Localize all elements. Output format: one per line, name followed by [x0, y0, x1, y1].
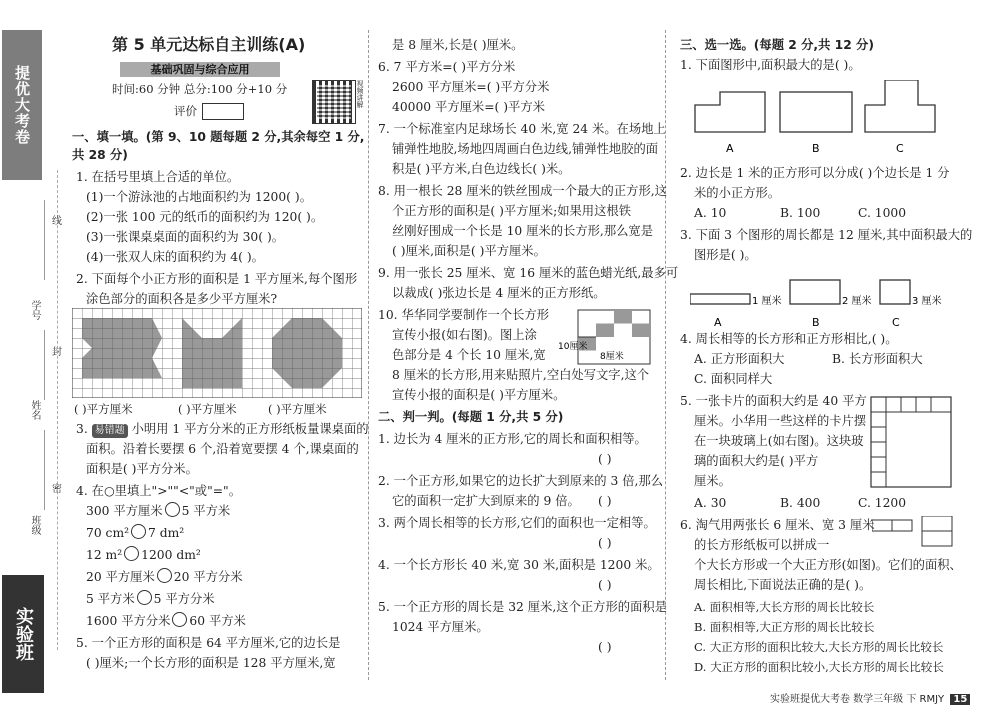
section1-heading: 一、填一填。(第 9、10 题每题 2 分,其余每空 1 分,: [72, 130, 365, 144]
q4-item: 70 cm² 7 dm²: [86, 526, 185, 540]
choice-q5-line: 厘米。小华用一些这样的卡片摆: [694, 414, 867, 428]
option-b[interactable]: B. 400: [780, 496, 821, 510]
q10-line: 宣传小报的面积是( )平方厘米。: [392, 388, 566, 402]
choice-q1-stem: 1. 下面图形中,面积最大的是( )。: [680, 58, 861, 72]
q4-item: 20 平方厘米 20 平方分米: [86, 570, 243, 584]
section3-heading: 三、选一选。(每题 2 分,共 12 分): [680, 38, 874, 52]
field-line: [44, 200, 45, 280]
svg-text:A: A: [714, 316, 722, 329]
option-c[interactable]: C. 1200: [858, 496, 907, 510]
q6-item: 40000 平方厘米=( )平方米: [392, 100, 545, 114]
score-box[interactable]: [202, 103, 244, 120]
choice-q5-line: 璃的面积大约是( )平方: [694, 454, 819, 468]
q8-line: 丝刚好围成一个长是 10 厘米的长方形,那么宽是: [392, 224, 654, 238]
q4-item: 5 平方米 5 平方分米: [86, 592, 215, 606]
q10-line: 10. 华华同学要制作一个长方形: [378, 308, 550, 322]
page-number: 15: [950, 694, 970, 705]
q4-item: 12 m² 1200 dm²: [86, 548, 201, 562]
q1-item: (2)一张 100 元的纸币的面积约为 120( )。: [86, 210, 324, 224]
q3: [76, 420, 369, 438]
judge-answer[interactable]: ( ): [598, 494, 612, 508]
option-a[interactable]: A. 正方形面积大: [694, 352, 785, 366]
q5-line1: 5. 一个正方形的面积是 64 平方厘米,它的边长是: [76, 636, 341, 650]
q10-line: 色部分是 4 个长 10 厘米,宽: [392, 348, 546, 362]
judge-answer[interactable]: ( ): [598, 452, 612, 466]
q3-line2: 面积。沿着长要摆 6 个,沿着宽要摆 4 个,课桌面的: [86, 442, 359, 456]
q5-line2: ( )厘米;一个长方形的面积是 128 平方厘米,宽: [86, 656, 336, 670]
judge-item: 2. 一个正方形,如果它的边长扩大到原来的 3 倍,那么: [378, 474, 664, 488]
option-b[interactable]: B. 面积相等,大正方形的周长比较长: [694, 620, 875, 634]
choice-q6-line: 的长方形纸板可以拼成一: [694, 538, 830, 552]
seal-line: [57, 170, 58, 650]
q8-line: 个正方形的面积是( )平方厘米;如果用这根铁: [392, 204, 631, 218]
q3-number: 3.: [76, 422, 88, 436]
option-d[interactable]: D. 大正方形的面积比较小,大长方形的周长比较长: [694, 660, 944, 674]
compare-circle[interactable]: [131, 524, 146, 539]
q10-width-label: 8厘米: [600, 352, 624, 362]
option-c[interactable]: C. 1000: [858, 206, 907, 220]
option-b[interactable]: B. 100: [780, 206, 821, 220]
q8-line: 8. 用一根长 28 厘米的铁丝围成一个最大的正方形,这: [378, 184, 667, 198]
q2-grid-figure: [72, 308, 362, 398]
seal-char: 封: [52, 347, 62, 358]
footer-text: 实验班提优大考卷 数学三年级 下 RMJY: [770, 694, 945, 705]
q10-line: 8 厘米的长方形,用来贴照片,空白处写文字,这个: [392, 368, 650, 382]
judge-answer[interactable]: ( ): [598, 640, 612, 654]
field-label-class: 班级: [29, 515, 40, 535]
q8-line: ( )厘米,面积是( )平方厘米。: [392, 244, 546, 258]
q3-line3: 面积是( )平方分米。: [86, 462, 198, 476]
judge-item-cont: 它的面积一定扩大到原来的 9 倍。: [392, 494, 580, 508]
svg-text:3 厘米: 3 厘米: [912, 296, 942, 307]
section1-heading-cont: 共 28 分): [72, 148, 128, 162]
q1-item: (4)一张双人床的面积约为 4( )。: [86, 250, 264, 264]
choice-q3-figures: [690, 278, 960, 334]
choice-q1-figures: [690, 80, 950, 160]
q6-item: 2600 平方厘米=( )平方分米: [392, 80, 550, 94]
q4-stem: 4. 在○里填上">""<"或"="。: [76, 484, 241, 498]
q2-stem-cont: 涂色部分的面积各是多少平方厘米?: [86, 292, 278, 306]
option-label: B: [812, 142, 820, 155]
compare-circle[interactable]: [172, 612, 187, 627]
q9-line: 以裁成( )张边长是 4 厘米的正方形纸。: [392, 286, 606, 300]
judge-item: 5. 一个正方形的周长是 32 厘米,这个正方形的面积是: [378, 600, 667, 614]
option-a[interactable]: A. 面积相等,大长方形的周长比较长: [694, 600, 875, 614]
page-footer: [770, 690, 970, 705]
choice-q6-line: 个大长方形或一个大正方形(如图)。它们的面积、: [694, 558, 962, 572]
q1-item: (1)一个游泳池的占地面积约为 1200( )。: [86, 190, 312, 204]
column-divider: [368, 30, 369, 680]
q1-stem: 1. 在括号里填上合适的单位。: [76, 170, 240, 184]
compare-circle[interactable]: [157, 568, 172, 583]
q4-item: 1600 平方分米 60 平方米: [86, 614, 246, 628]
field-label-name: 姓名: [29, 400, 40, 420]
q3-line1: 小明用 1 平方分米的正方形纸板量课桌面的: [131, 422, 369, 436]
choice-q6-line: 6. 淘气用两张长 6 厘米、宽 3 厘米: [680, 518, 875, 532]
section2-heading: 二、判一判。(每题 1 分,共 5 分): [378, 410, 564, 424]
page-title: 第 5 单元达标自主训练(A): [112, 35, 306, 54]
judge-answer[interactable]: ( ): [598, 578, 612, 592]
q9-line: 9. 用一张长 25 厘米、宽 16 厘米的蓝色蜡光纸,最多可: [378, 266, 679, 280]
field-line: [44, 430, 45, 510]
q7-line: 积是( )平方米,白色边线长( )米。: [392, 162, 571, 176]
seal-char: 密: [52, 484, 62, 495]
seal-char: 线: [52, 216, 62, 227]
choice-q4-stem: 4. 周长相等的长方形和正方形相比,( )。: [680, 332, 898, 346]
score-label: 评价: [174, 104, 197, 118]
choice-q5-line: 在一块玻璃上(如右图)。这块玻: [694, 434, 864, 448]
option-label: A: [726, 142, 734, 155]
exam-meta: 时间:60 分钟 总分:100 分+10 分: [112, 82, 288, 96]
q1-item: (3)一张课桌桌面的面积约为 30( )。: [86, 230, 285, 244]
q2-blank[interactable]: ( )平方厘米: [268, 402, 327, 416]
q4-item: 300 平方厘米 5 平方米: [86, 504, 231, 518]
option-c[interactable]: C. 面积同样大: [694, 372, 773, 386]
compare-circle[interactable]: [165, 502, 180, 517]
option-a[interactable]: A. 30: [694, 496, 727, 510]
choice-q2-line: 米的小正方形。: [694, 186, 781, 200]
choice-q5-line: 5. 一张卡片的面积大约是 40 平方: [680, 394, 867, 408]
qr-caption: 视频讲解: [356, 80, 364, 108]
svg-text:2 厘米: 2 厘米: [842, 296, 872, 307]
field-line: [44, 330, 45, 400]
svg-text:C: C: [892, 316, 900, 329]
option-c[interactable]: C. 大正方形的面积比较大,大长方形的周长比较长: [694, 640, 944, 654]
choice-q6-line: 周长相比,下面说法正确的是( )。: [694, 578, 872, 592]
compare-circle[interactable]: [124, 546, 139, 561]
option-b[interactable]: B. 长方形面积大: [832, 352, 923, 366]
judge-item-cont: 1024 平方厘米。: [392, 620, 489, 634]
option-a[interactable]: A. 10: [694, 206, 727, 220]
judge-item: 4. 一个长方形长 40 米,宽 30 米,面积是 1200 米。: [378, 558, 660, 572]
field-label-id: 学号: [29, 300, 40, 320]
q10-poster-figure: [556, 308, 656, 368]
brand-logo-bottom: 实验班: [2, 575, 44, 693]
choice-q2-line: 2. 边长是 1 米的正方形可以分成( )个边长是 1 分: [680, 166, 950, 180]
qr-code[interactable]: [312, 80, 356, 124]
q10-length-label: 10厘米: [558, 342, 588, 352]
q2-blank[interactable]: ( )平方厘米: [178, 402, 237, 416]
judge-item: 3. 两个周长相等的长方形,它们的面积也一定相等。: [378, 516, 656, 530]
choice-q3-line: 3. 下面 3 个图形的周长都是 12 厘米,其中面积最大的: [680, 228, 973, 242]
judge-answer[interactable]: ( ): [598, 536, 612, 550]
binding-margin: [0, 0, 70, 711]
choice-q3-line: 图形是( )。: [694, 248, 757, 262]
subtitle-bar: 基础巩固与综合应用: [120, 62, 280, 77]
q6-shapes-figure: [872, 516, 954, 556]
judge-item: 1. 边长为 4 厘米的正方形,它的周长和面积相等。: [378, 432, 647, 446]
glass-cards-figure: [870, 396, 952, 488]
choice-q5-line: 厘米。: [694, 474, 731, 488]
q6-item: 6. 7 平方米=( )平方分米: [378, 60, 516, 74]
q7-line: 铺弹性地胶,场地四周画白色边线,铺弹性地胶的面: [392, 142, 659, 156]
brand-logo-top: 提优大考卷: [2, 30, 42, 180]
svg-text:1 厘米: 1 厘米: [752, 296, 782, 307]
q7-line: 7. 一个标准室内足球场长 40 米,宽 24 米。在场地上: [378, 122, 666, 136]
q5-cont: 是 8 厘米,长是( )厘米。: [392, 38, 524, 52]
error-prone-tag: 易错题: [92, 424, 128, 438]
q2-blank[interactable]: ( )平方厘米: [74, 402, 133, 416]
q10-line: 宣传小报(如右图)。图上涂: [392, 328, 537, 342]
q2-stem: 2. 下面每个小正方形的面积是 1 平方厘米,每个图形: [76, 272, 358, 286]
compare-circle[interactable]: [137, 590, 152, 605]
option-label: C: [896, 142, 904, 155]
svg-text:B: B: [812, 316, 820, 329]
